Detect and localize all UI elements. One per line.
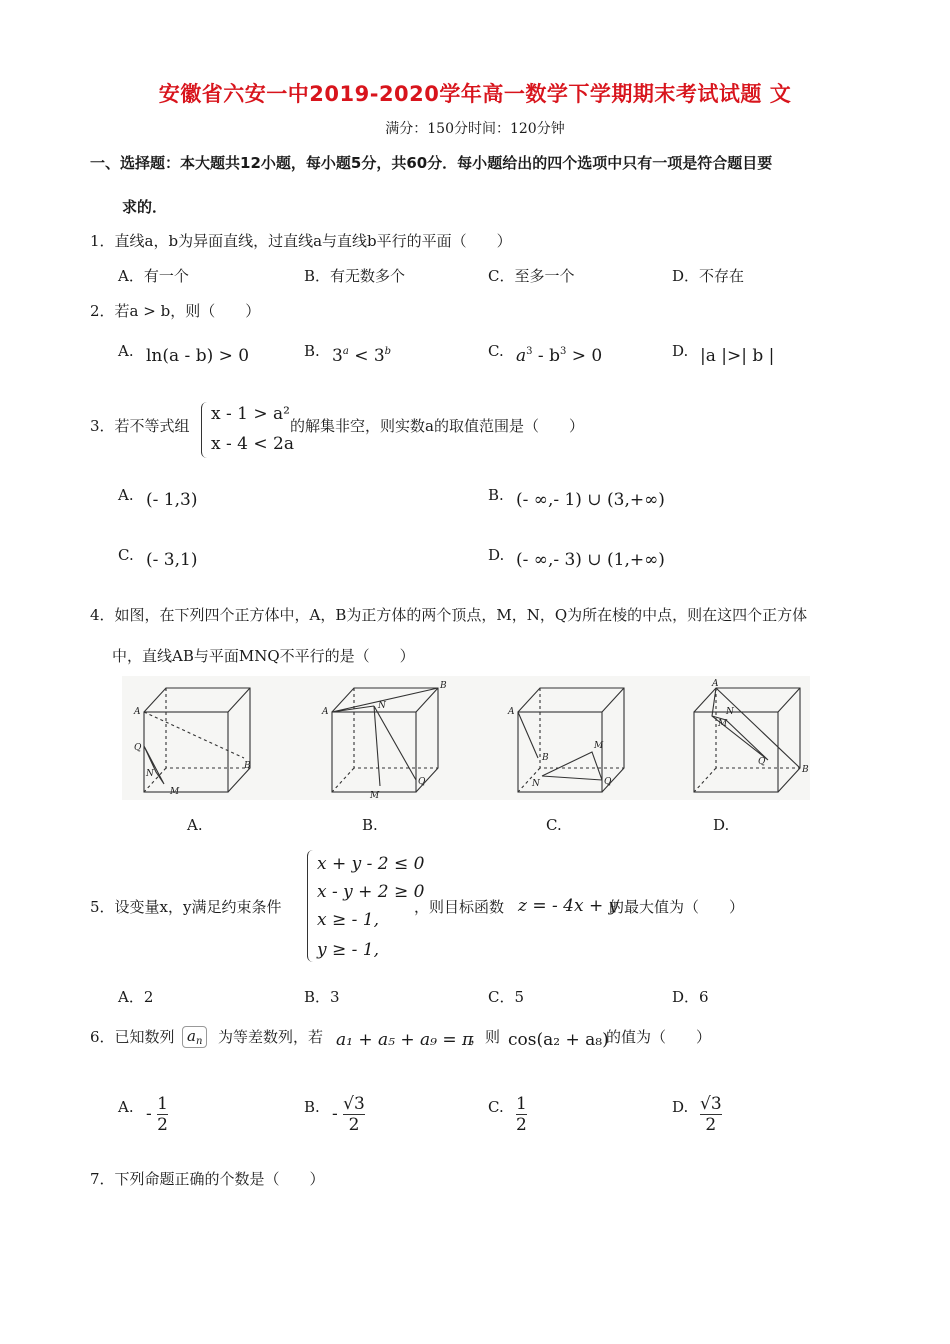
q3-option-a: (- 1,3) [146, 490, 198, 510]
cube-c [507, 688, 624, 792]
q5-option-a: A．2 [118, 988, 154, 1006]
q2-option-c: $a^3 - b^3 > 0$ [516, 346, 603, 366]
q5-option-b: B．3 [304, 988, 340, 1006]
section-heading-cont: 求的． [122, 198, 168, 216]
question-6-mid2: ，则 [470, 1028, 501, 1046]
question-3: 3．若不等式组 [90, 417, 190, 435]
svg-text:B: B [802, 765, 809, 775]
question-6-end: 的值为（ ） [606, 1028, 712, 1046]
q6-condition: a₁ + a₅ + a₉ = π [336, 1030, 474, 1050]
constraint-4: y ≥ - 1, [317, 940, 380, 960]
svg-text:M: M [170, 787, 180, 797]
q6-label-b: B. [304, 1098, 320, 1116]
q2-label-a: A. [118, 342, 134, 360]
svg-text:M: M [718, 719, 728, 729]
svg-text:B: B [244, 761, 251, 771]
q2-label-d: D. [672, 342, 689, 360]
figure-label-d: D. [713, 816, 730, 834]
svg-text:M: M [594, 741, 604, 751]
svg-text:N: N [146, 769, 154, 779]
svg-text:B: B [542, 753, 549, 763]
constraint-3: x ≥ - 1, [317, 910, 380, 930]
cube-figures [122, 676, 810, 800]
q3-system-line2: x - 4 < 2a [211, 434, 294, 454]
q1-option-b: B．有无数多个 [304, 267, 406, 285]
question-3-cont: 的解集非空，则实数a的取值范围是（ ） [290, 417, 584, 435]
q2-option-d: |a |>| b | [700, 346, 775, 366]
svg-text:M: M [370, 791, 380, 800]
constraint-1: x + y - 2 ≤ 0 [317, 854, 425, 874]
question-4: 4．如图，在下列四个正方体中，A，B为正方体的两个顶点，M，N，Q为所在棱的中点，则在这四个正方体 [90, 606, 808, 624]
question-5-end: 的最大值为（ ） [609, 898, 745, 916]
question-7: 7．下列命题正确的个数是（ ） [90, 1170, 325, 1188]
q3-system-line1: x - 1 > a² [211, 404, 290, 424]
svg-text:B: B [440, 681, 447, 691]
q1-option-a: A．有一个 [118, 267, 189, 285]
page-title: 安徽省六安一中2019-2020学年高一数学下学期期末考试试题 文 [158, 82, 792, 106]
q5-option-d: D．6 [672, 988, 709, 1006]
q2-label-c: C. [488, 342, 504, 360]
q6-label-d: D. [672, 1098, 689, 1116]
q1-option-d: D．不存在 [672, 267, 745, 285]
q3-label-c: C. [118, 546, 134, 564]
svg-text:A: A [712, 679, 719, 689]
q3-label-a: A. [118, 486, 134, 504]
objective-function: z = - 4x + y [518, 896, 619, 916]
q2-label-b: B. [304, 342, 320, 360]
q6-option-b: - $\frac{√3}{2}$ [332, 1094, 365, 1135]
svg-text:Q: Q [604, 777, 612, 787]
q6-label-c: C. [488, 1098, 504, 1116]
figure-label-b: B. [362, 816, 378, 834]
q3-label-b: B. [488, 486, 504, 504]
question-2: 2．若a > b，则（ ） [90, 302, 261, 320]
constraint-brace [307, 850, 316, 962]
cubes-svg [122, 676, 810, 800]
q3-option-c: (- 3,1) [146, 550, 198, 570]
svg-text:Q: Q [418, 777, 426, 787]
svg-text:A: A [508, 707, 515, 717]
svg-text:Q: Q [134, 743, 142, 753]
svg-text:Q: Q [758, 757, 766, 767]
question-5-mid: ，则目标函数 [414, 898, 505, 916]
cube-b [321, 681, 447, 800]
question-4-cont: 中，直线AB与平面MNQ不平行的是（ ） [112, 647, 415, 665]
q2-option-a: ln(a - b) > 0 [146, 346, 250, 366]
page-subtitle: 满分：150分时间：120分钟 [385, 121, 565, 137]
cube-a [133, 688, 251, 797]
q6-option-a: - $\frac{1}{2}$ [146, 1094, 168, 1135]
q2-option-b: $3^a < 3^b$ [332, 346, 392, 366]
cube-d [694, 679, 809, 792]
q6-option-c: $\frac{1}{2}$ [516, 1094, 527, 1135]
q3-option-d: (- ∞,- 3) ∪ (1,+∞) [516, 550, 665, 570]
q1-option-c: C．至多一个 [488, 267, 575, 285]
question-5: 5．设变量x，y满足约束条件 [90, 898, 282, 916]
system-brace [201, 402, 210, 458]
q5-option-c: C．5 [488, 988, 525, 1006]
question-6: 6．已知数列 [90, 1028, 175, 1046]
svg-text:A: A [322, 707, 329, 717]
constraint-2: x - y + 2 ≥ 0 [317, 882, 425, 902]
q3-option-b: (- ∞,- 1) ∪ (3,+∞) [516, 490, 665, 510]
q3-label-d: D. [488, 546, 505, 564]
question-1: 1．直线a，b为异面直线，过直线a与直线b平行的平面（ ） [90, 232, 512, 250]
q6-option-d: $\frac{√3}{2}$ [700, 1094, 722, 1135]
q6-expression: cos(a₂ + a₈) [508, 1030, 609, 1050]
figure-label-c: C. [546, 816, 562, 834]
svg-text:N: N [726, 707, 734, 717]
svg-text:A: A [134, 707, 141, 717]
sequence-an: $a_n$ [182, 1026, 207, 1048]
section-heading: 一、选择题：本大题共12小题，每小题5分，共60分．每小题给出的四个选项中只有一项是符合题目要 [90, 154, 773, 172]
svg-text:N: N [378, 701, 386, 711]
question-6-mid: 为等差数列，若 [218, 1028, 324, 1046]
figure-label-a: A. [187, 816, 203, 834]
q6-label-a: A. [118, 1098, 134, 1116]
svg-text:N: N [532, 779, 540, 789]
